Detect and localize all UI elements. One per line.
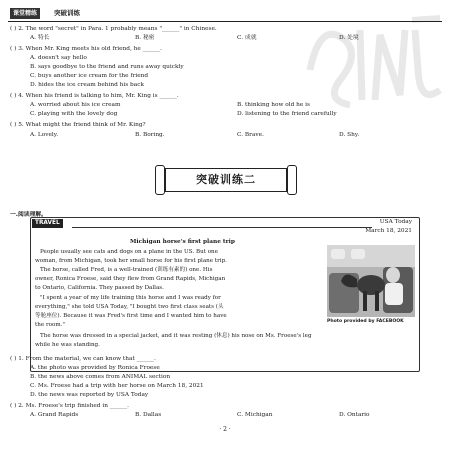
option: D. hides the ice cream behind his back [30,82,144,88]
article-line: The horse, called Fred, is a well-trained (训练有素的) one. His [40,267,213,273]
option: B. 秘密 [135,35,155,41]
article-headline: Michigan horse's first plane trip [130,239,235,245]
option: B. Boring. [135,132,165,138]
option: B. Dallas [135,412,162,418]
article-line: the room." [35,322,66,328]
option: B. thinking how old he is [237,102,311,108]
article-line: to Ontario, California. They passed by Dallas. [35,285,164,291]
photo-caption: Photo provided by FACEBOOK [327,319,404,324]
article-line: The horse was dressed in a special jacket, and it was resting (休息) his nose on Ms. Froese's leg [40,333,312,339]
option: C. Brave. [237,132,264,138]
header-title: 突破训练 [54,9,80,17]
option: C. playing with the lovely dog [30,111,118,117]
header-divider [8,21,442,22]
section-title: 一.阅读理解。 [10,212,47,218]
article-photo [327,245,415,317]
banner-title: 突破训练二 [165,168,287,192]
header-tag: 课堂精练 [10,8,40,19]
article-line: People usually see cats and dogs on a plane in the US. But one [40,249,218,255]
article-source: USA Today [379,219,412,225]
category-rule [72,227,372,228]
option: D. 处境 [339,35,359,41]
question-stem: ( ) 2. The word "secret" in Para. 1 probably means "______" in Chinese. [10,26,217,32]
option: C. buys another ice cream for the friend [30,73,149,79]
article-line: "I spent a year of my life training this horse and I was ready for [40,295,221,301]
option: D. the news was reported by USA Today [30,392,149,398]
option: A. Grand Rapids [30,412,79,418]
option: A. doesn't say hello [30,55,87,61]
question-stem: ( ) 5. What might the friend think of Mr. King? [10,122,146,128]
watermark-logo [300,10,445,120]
option: A. the photo was provided by Ronica Froese [30,365,160,371]
option: C. Ms. Froese had a trip with her horse on March 18, 2021 [30,383,204,389]
page-number: · 2 · [219,426,231,433]
question-stem: ( ) 3. When Mr. King meets his old friend, he ______. [10,46,162,52]
question-stem: ( ) 4. When his friend is talking to him, Mr. King is ______. [10,93,179,99]
article-line: woman, from Michigan, took her small horse for his first plane trip. [35,258,227,264]
option: C. Michigan [237,412,273,418]
option: D. Shy. [339,132,360,138]
option: D. listening to the friend carefully [237,111,337,117]
article-category: TRAVEL [32,219,63,228]
option: B. says goodbye to the friend and runs away quickly [30,64,184,70]
option: D. Ontario [339,412,370,418]
page-header [10,8,160,20]
option: A. worried about his ice cream [30,102,121,108]
banner-scroll-right [287,165,297,195]
question-stem: ( ) 2. Ms. Froese's trip finished in ______. [10,403,130,409]
option: A. Lovely. [30,132,59,138]
question-stem: ( ) 1. From the material, we can know that ______. [10,356,156,362]
article-date: March 18, 2021 [365,228,412,234]
article-line: everything," she told USA Today, "I bought two first class seats (头 [35,304,224,310]
section-banner [155,165,297,195]
article-line: owner, Ronica Froese, said they flew from Grand Rapids, Michigan [35,276,226,282]
option: A. 特长 [30,35,50,41]
article-line: 等舱座位). Because it was Fred's first time and I wanted him to have [35,313,227,319]
article-line: while he was standing. [35,342,100,348]
option: B. the news above comes from ANIMAL section [30,374,171,380]
banner-scroll-left [155,165,165,195]
option: C. 成就 [237,35,257,41]
